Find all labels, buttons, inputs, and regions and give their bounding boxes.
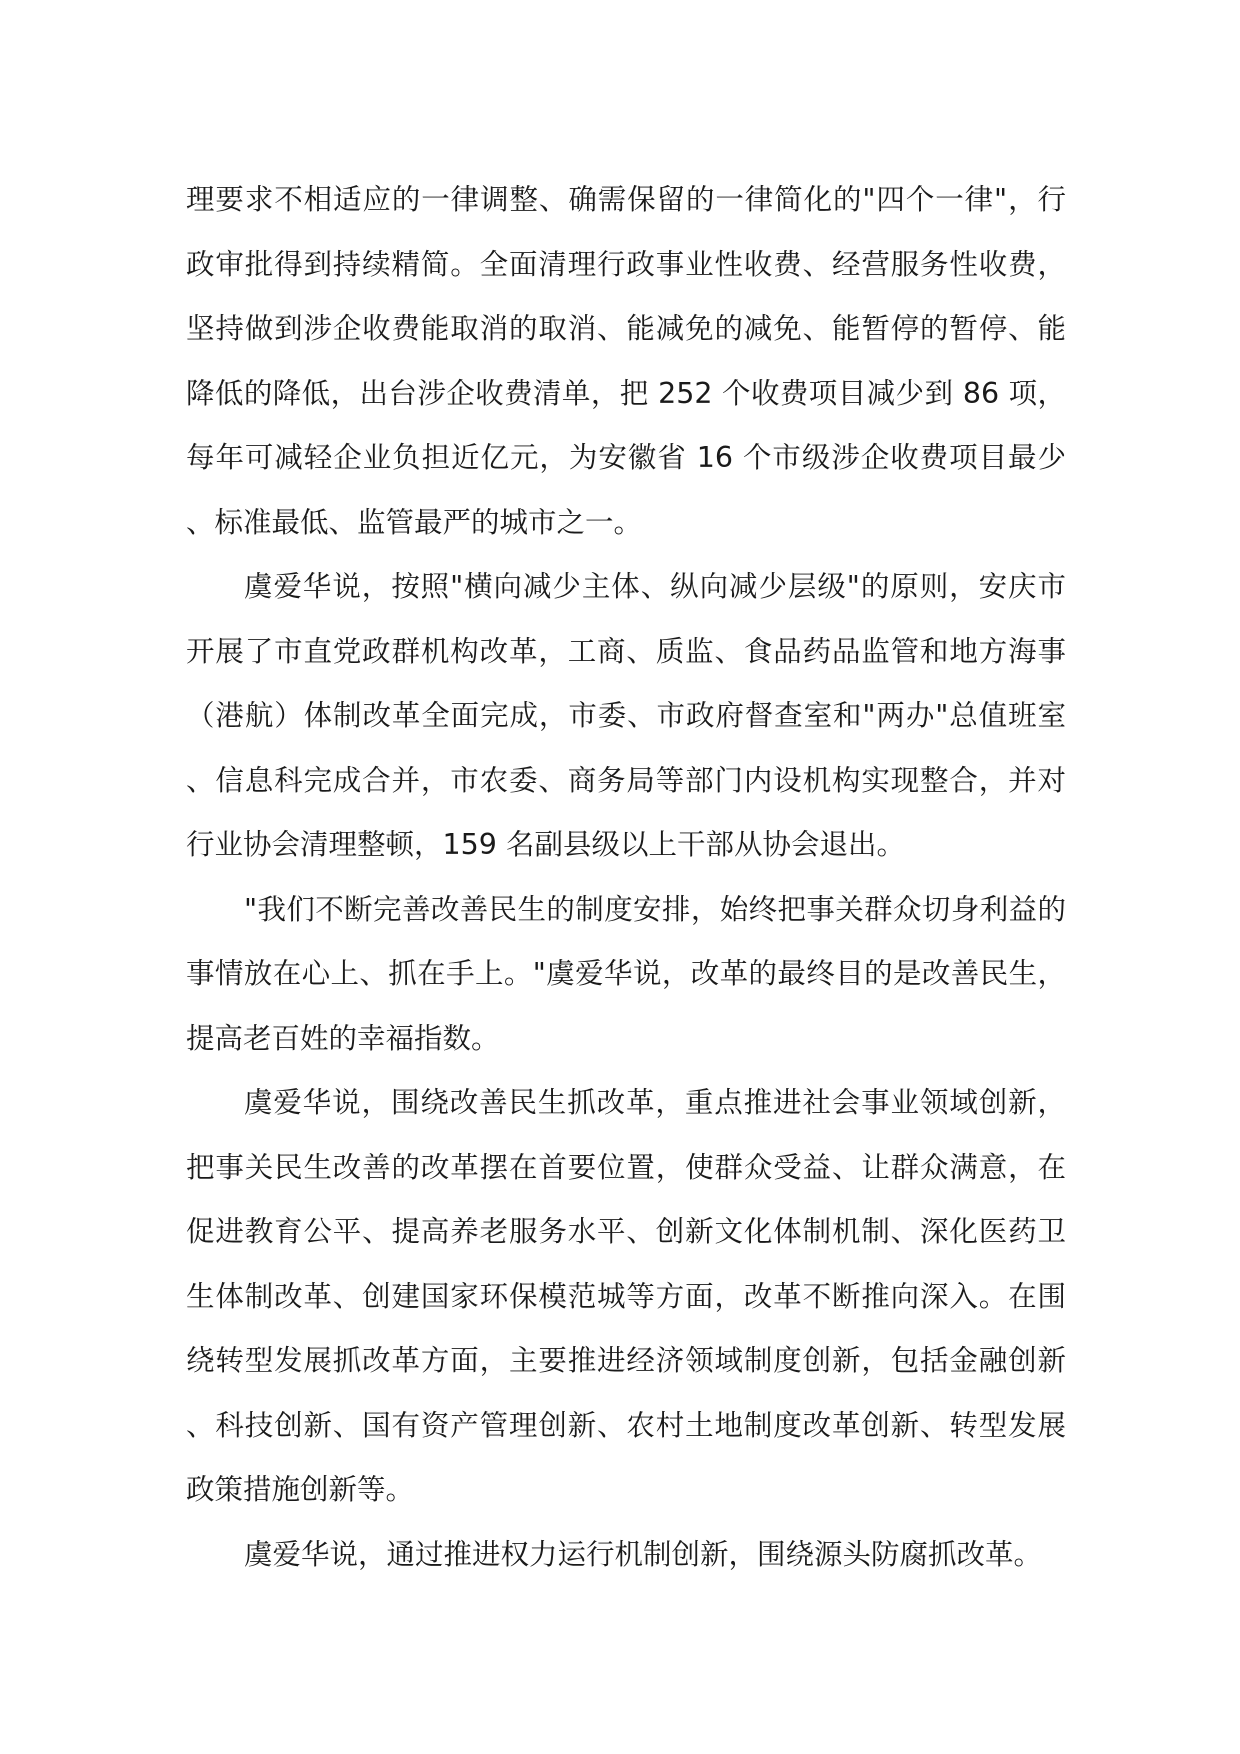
paragraph-5: 虞爱华说，通过推进权力运行机制创新，围绕源头防腐抓改革。 <box>244 1537 1043 1571</box>
paragraph-2: 虞爱华说，按照"横向减少主体、纵向减少层级"的原则，安庆市开展了市直党政群机构改革，工商、质监、食品药品监管和地方海事（港航）体制改革全面完成，市委、市政府督查室和"两办"总值班室、信息科完成合并，市农委、商务局等部门内设机构实现整合，并对行业协会清理整顿，159 名副县级以上干部从协会退出。 <box>186 570 1066 861</box>
paragraph-1: 理要求不相适应的一律调整、确需保留的一律简化的"四个一律"，行政审批得到持续精简。全面清理行政事业性收费、经营服务性收费，坚持做到涉企收费能取消的取消、能减免的减免、能暂停的暂停、能降低的降低，出台涉企收费清单，把 252 个收费项目减少到 86 项，每年可减轻企业负担近亿元，为安徽省 16 个市级涉企收费项目最少、标准最低、监管最严的城市之一。 <box>186 183 1066 539</box>
paragraph-3: "我们不断完善改善民生的制度安排，始终把事关群众切身利益的事情放在心上、抓在手上。"虞爱华说，改革的最终目的是改善民生，提高老百姓的幸福指数。 <box>186 892 1066 1055</box>
article-body <box>186 168 1066 1587</box>
paragraph-4: 虞爱华说，围绕改善民生抓改革，重点推进社会事业领域创新，把事关民生改善的改革摆在首要位置，使群众受益、让群众满意，在促进教育公平、提高养老服务水平、创新文化体制机制、深化医药卫生体制改革、创建国家环保模范城等方面，改革不断推向深入。在围绕转型发展抓改革方面，主要推进经济领域制度创新，包括金融创新、科技创新、国有资产管理创新、农村土地制度改革创新、转型发展政策措施创新等。 <box>186 1086 1066 1506</box>
